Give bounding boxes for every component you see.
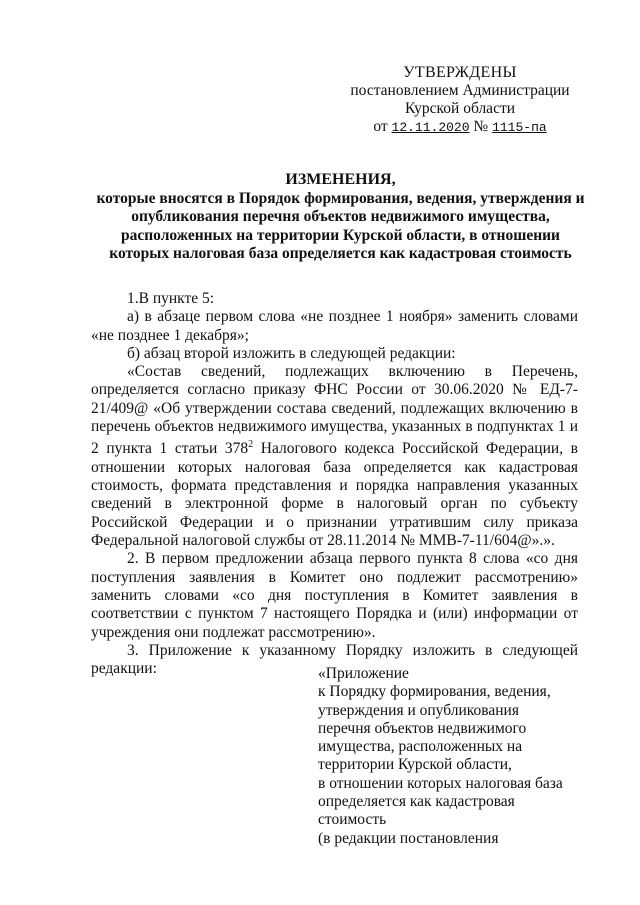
paragraph-4 [91,363,578,550]
number-value: 1115-па [492,120,547,135]
title-line: расположенных на территории Курской области, в отношении [121,226,560,244]
appendix-line: утверждения и опубликования [318,701,519,719]
appendix-heading-block [318,665,588,848]
date-prefix: от [373,118,388,135]
paragraph-5: 2. В первом предложении абзаца первого пункта 8 слова «со дня поступления заявления в Комитет оно подлежит рассмотрению» заменить словами «со дня поступления в Комитет заявления в соответствии с пунктом 7 настоящего Порядка и (или) информации от учреждения они подлежат рассмотрению». [91,550,578,641]
paragraph-2: а) в абзаце первом слова «не позднее 1 ноября» заменить словами «не позднее 1 декабря»; [91,308,578,344]
appendix-line: перечня объектов недвижимого [318,719,527,737]
document-body [91,290,578,678]
title-line: которых налоговая база определяется как кадастровая стоимость [109,245,572,262]
paragraph-4-text: «Состав сведений, подлежащих включению в Перечень, определяется согласно приказу ФНС России от 30.06.2020 № ЕД-7-21/409@ «Об утверждении состава сведений, подлежащих включению в перечень объектов недвижимого имущества, указанных в подпунктах 1 и 2 пункта 1 статьи 378 [91,363,578,458]
approval-heading: УТВЕРЖДЕНЫ [403,64,517,81]
appendix-line: имущества, расположенных на [318,738,523,756]
number-prefix: № [473,118,489,135]
paragraph-3: б) абзац второй изложить в следующей редакции: [127,344,456,362]
appendix-line: к Порядку формирования, ведения, [318,683,551,701]
title-line: опубликования перечня объектов недвижимого имущества, [131,208,550,225]
appendix-line: «Приложение [318,665,409,682]
paragraph-1: 1.В пункте 5: [127,290,215,307]
appendix-line: (в редакции постановления [318,829,499,847]
approval-date-line [340,118,580,137]
appendix-line: стоимость [318,811,387,829]
paragraph-4-text-cont: Налогового кодекса Российской Федерации, в отношении которых налоговая база определяется как кадастровая стоимость, формата представления и порядка направления указанных сведений в электронной форме в налоговый орган по субъекту Российской Федерации и о признании утратившим силу приказа Федеральной налоговой службы от 28.11.2014 № ММВ-7-11/604@».». [91,440,578,550]
superscript: 2 [248,439,254,451]
date-value: 12.11.2020 [391,120,470,135]
title-main: ИЗМЕНЕНИЯ, [285,171,396,188]
appendix-line: территории Курской области, [318,756,512,774]
appendix-line: в отношении которых налоговая база [318,774,563,792]
approval-line-2: Курской области [404,100,516,117]
approval-line-1: постановлением Администрации [350,82,570,99]
title-line: которые вносятся в Порядок формирования, ведения, утверждения и [96,189,585,207]
document-title [88,171,593,264]
paragraph-6: 3. Приложение к указанному Порядку изложить в следующей редакции: [91,641,578,678]
appendix-line: определяется как кадастровая [318,793,515,811]
approval-stamp [340,64,580,137]
